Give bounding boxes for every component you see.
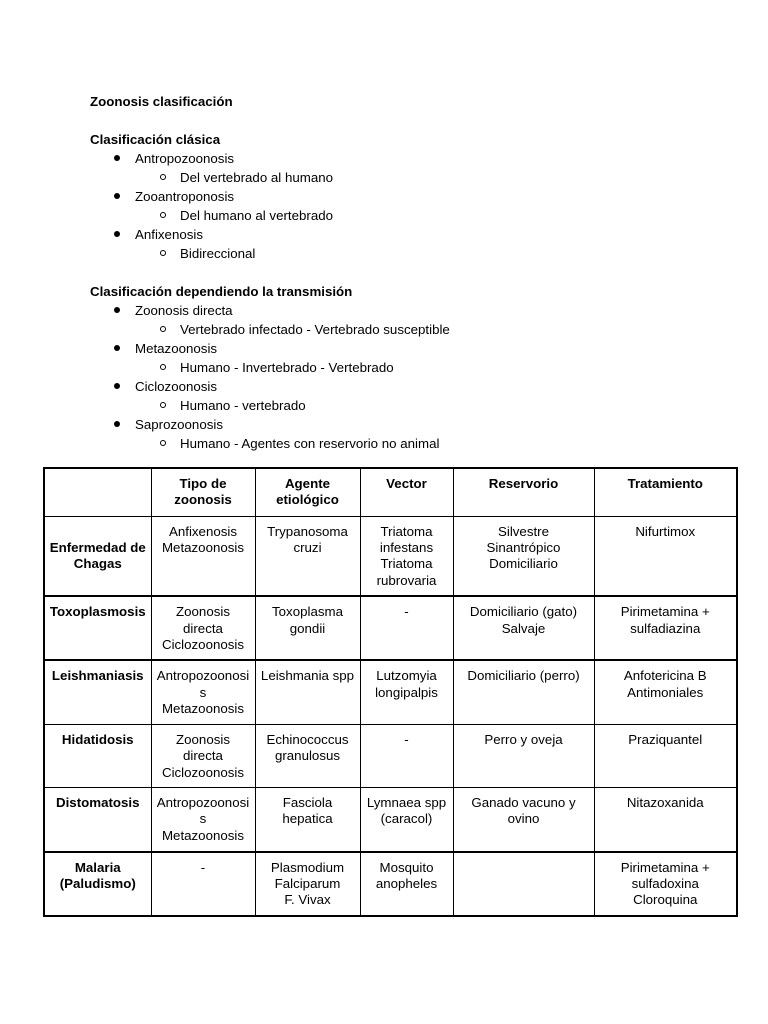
classic-classification-heading: Clasificación clásica — [90, 132, 221, 147]
tratamiento-cell — [594, 516, 737, 596]
tipo-cell — [151, 852, 255, 916]
cell-line: Zoonosis directa — [176, 604, 230, 636]
bullet-icon — [114, 155, 120, 161]
cell-line: Anfixenosis — [169, 523, 237, 539]
bullet-icon — [114, 345, 120, 351]
table-header-row — [44, 468, 737, 516]
cell-line: Triatoma infestans — [379, 523, 434, 555]
list-subitem: Bidireccional — [135, 244, 730, 263]
disease-name-cell: Malaria (Paludismo) — [44, 852, 151, 916]
list-item: Saprozoonosis Humano - Agentes con reservorio no animal — [90, 415, 730, 453]
bullet-icon — [114, 383, 120, 389]
cell-line: Antropozoonosis — [156, 795, 250, 827]
reservorio-cell — [453, 660, 594, 724]
list-item: Anfixenosis Bidireccional — [90, 225, 730, 263]
cell-line: sulfadoxina — [631, 875, 699, 891]
hollow-bullet-icon — [160, 440, 166, 446]
cell-line: Silvestre — [498, 523, 549, 539]
table-row — [44, 596, 737, 660]
agente-cell — [255, 788, 360, 852]
zoonosis-table — [43, 467, 738, 917]
tipo-cell — [151, 516, 255, 596]
hollow-bullet-icon — [160, 364, 166, 370]
bullet-icon — [114, 307, 120, 313]
table-row — [44, 516, 737, 596]
cell-line: Antimoniales — [627, 684, 704, 700]
cell-line: Salvaje — [501, 620, 546, 636]
document-title: Zoonosis clasificación — [90, 94, 233, 109]
list-subitem: Vertebrado infectado - Vertebrado susceptible — [135, 320, 730, 339]
vector-cell — [360, 788, 453, 852]
cell-line: Pirimetamina + — [620, 859, 710, 875]
cell-line: Trypanosoma cruzi — [267, 523, 348, 555]
cell-line: Mosquito anopheles — [375, 859, 438, 891]
hollow-bullet-icon — [160, 326, 166, 332]
cell-line: Leishmania spp — [260, 668, 355, 684]
hollow-bullet-icon — [160, 402, 166, 408]
cell-line: Lymnaea spp (caracol) — [366, 795, 447, 827]
vector-cell — [360, 596, 453, 660]
cell-line: sulfadiazina — [630, 620, 701, 636]
cell-line: Metazoonosis — [161, 827, 245, 843]
vector-cell — [360, 660, 453, 724]
notes-text — [90, 92, 730, 453]
cell-line: Toxoplasma gondii — [272, 604, 343, 636]
cell-line: Domiciliario (perro) — [467, 668, 580, 684]
bullet-icon — [114, 231, 120, 237]
transmission-classification-list — [90, 301, 730, 453]
reservorio-cell — [453, 788, 594, 852]
cell-line: Fasciola hepatica — [282, 795, 333, 827]
disease-name-cell: Hidatidosis — [44, 724, 151, 787]
column-header: Reservorio — [453, 468, 594, 516]
cell-line: Anfotericina B — [623, 668, 707, 684]
tratamiento-cell — [594, 724, 737, 787]
list-subitem: Del humano al vertebrado — [135, 206, 730, 225]
cell-line: Zoonosis directa — [176, 731, 230, 764]
cell-line: Plasmodium Falciparum — [270, 859, 345, 891]
bullet-icon — [114, 193, 120, 199]
cell-line: Ciclozoonosis — [161, 636, 245, 652]
vector-cell — [360, 724, 453, 787]
list-item: Zoonosis directa Vertebrado infectado - Vertebrado susceptible — [90, 301, 730, 339]
cell-line: Ganado vacuno y ovino — [471, 795, 576, 827]
vector-cell — [360, 516, 453, 596]
table-row — [44, 788, 737, 852]
tipo-cell — [151, 660, 255, 724]
column-header: Vector — [360, 468, 453, 516]
reservorio-cell — [453, 852, 594, 916]
tratamiento-cell — [594, 596, 737, 660]
agente-cell — [255, 516, 360, 596]
hollow-bullet-icon — [160, 212, 166, 218]
cell-line: Sinantrópico — [486, 539, 561, 555]
agente-cell — [255, 852, 360, 916]
list-item: Ciclozoonosis Humano - vertebrado — [90, 377, 730, 415]
cell-line: Perro y oveja — [484, 731, 563, 747]
cell-line: Antropozoonosis — [156, 668, 250, 700]
column-header: Tipo de zoonosis — [151, 468, 255, 516]
list-subitem: Del vertebrado al humano — [135, 168, 730, 187]
vector-cell — [360, 852, 453, 916]
table-row — [44, 852, 737, 916]
list-item: Antropozoonosis Del vertebrado al humano — [90, 149, 730, 187]
cell-line: - — [404, 731, 409, 747]
cell-line: Pirimetamina + — [620, 604, 710, 620]
hollow-bullet-icon — [160, 174, 166, 180]
cell-line: Domiciliario — [489, 556, 558, 572]
list-subitem: Humano - vertebrado — [135, 396, 730, 415]
cell-line: Praziquantel — [628, 731, 703, 747]
hollow-bullet-icon — [160, 250, 166, 256]
disease-name-cell: Leishmaniasis — [44, 660, 151, 724]
tipo-cell — [151, 788, 255, 852]
tratamiento-cell — [594, 852, 737, 916]
disease-name-cell: Toxoplasmosis — [44, 596, 151, 660]
reservorio-cell — [453, 516, 594, 596]
column-header: Tratamiento — [594, 468, 737, 516]
cell-line: Domiciliario (gato) — [469, 604, 578, 620]
bullet-icon — [114, 421, 120, 427]
cell-line: - — [200, 859, 206, 875]
table-row — [44, 724, 737, 787]
table-body — [44, 516, 737, 916]
cell-line: Nitazoxanida — [626, 795, 704, 811]
classic-classification-list — [90, 149, 730, 263]
agente-cell — [255, 724, 360, 787]
tratamiento-cell — [594, 788, 737, 852]
cell-line: Triatoma rubrovaria — [376, 556, 437, 588]
tipo-cell — [151, 724, 255, 787]
cell-line: Nifurtimox — [635, 523, 696, 539]
disease-name-cell: Enfermedad de Chagas — [44, 516, 151, 596]
tratamiento-cell — [594, 660, 737, 724]
disease-name-cell: Distomatosis — [44, 788, 151, 852]
table-row — [44, 660, 737, 724]
cell-line: F. Vivax — [284, 892, 331, 908]
cell-line: - — [404, 604, 409, 620]
agente-cell — [255, 596, 360, 660]
agente-cell — [255, 660, 360, 724]
list-item: Metazoonosis Humano - Invertebrado - Vertebrado — [90, 339, 730, 377]
column-header — [44, 468, 151, 516]
column-header: Agente etiológico — [255, 468, 360, 516]
cell-line: Echinococcus granulosus — [266, 731, 349, 764]
tipo-cell — [151, 596, 255, 660]
reservorio-cell — [453, 596, 594, 660]
transmission-classification-heading: Clasificación dependiendo la transmisión — [90, 284, 353, 299]
reservorio-cell — [453, 724, 594, 787]
list-item: Zooantroponosis Del humano al vertebrado — [90, 187, 730, 225]
cell-line: Metazoonosis — [161, 701, 245, 717]
cell-line: Ciclozoonosis — [161, 764, 245, 780]
cell-line: Lutzomyia longipalpis — [375, 668, 438, 700]
cell-line: Cloroquina — [633, 892, 698, 908]
list-subitem: Humano - Agentes con reservorio no animal — [135, 434, 730, 453]
cell-line: Metazoonosis — [161, 539, 245, 555]
list-subitem: Humano - Invertebrado - Vertebrado — [135, 358, 730, 377]
